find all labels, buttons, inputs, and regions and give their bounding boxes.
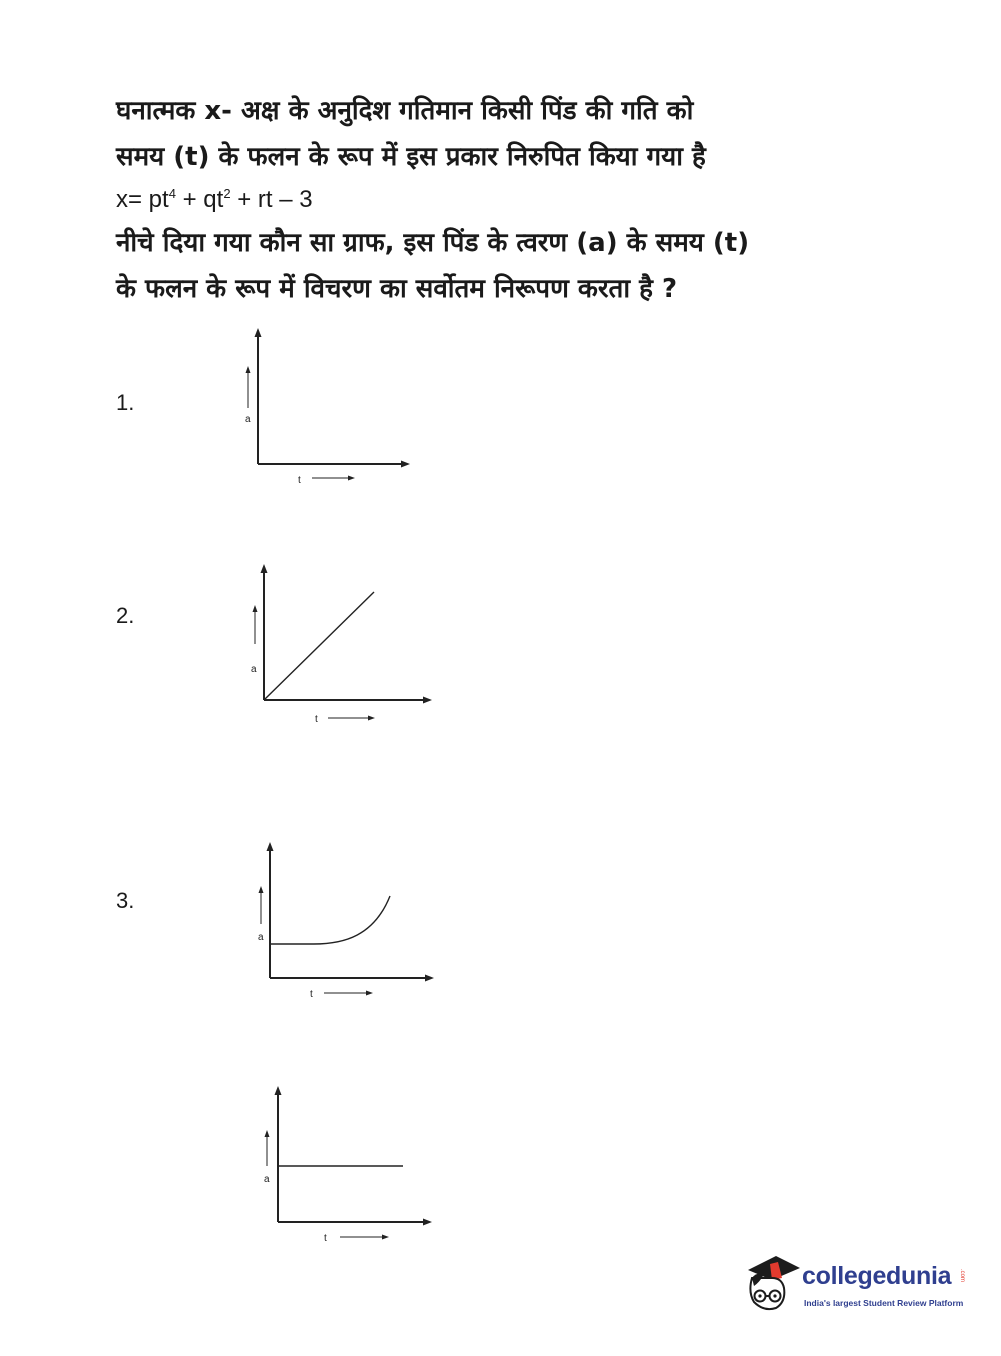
option-1-graph[interactable]	[236, 326, 416, 491]
x-axis-arrowhead	[423, 1219, 432, 1226]
option-2-number: 2.	[116, 603, 135, 628]
logo-dotcom: .com	[959, 1269, 965, 1283]
logo-wordmark: collegedunia	[802, 1262, 952, 1290]
option-3-graph[interactable]	[248, 840, 448, 1005]
a-direction-arrowhead	[265, 1130, 270, 1137]
option-2-graph-svg	[242, 562, 442, 727]
x-axis-label: t	[298, 475, 301, 486]
a-direction-arrowhead	[259, 886, 264, 893]
y-axis-arrowhead	[267, 842, 274, 851]
x-axis-label: t	[324, 1233, 327, 1244]
x-axis-label: t	[310, 989, 313, 1000]
y-axis-arrowhead	[255, 328, 262, 337]
question-text	[116, 88, 876, 312]
option-3-graph-svg	[248, 840, 448, 1005]
a-direction-arrowhead	[246, 366, 251, 373]
a-direction-arrowhead	[253, 605, 258, 612]
question-line-1: घनात्मक x- अक्ष के अनुदिश गतिमान किसी पिंड की गति को	[116, 96, 694, 126]
option-1-graph-svg	[236, 326, 416, 491]
option-3-number: 3.	[116, 888, 135, 913]
position-equation: $x= pt^4 + qt^2$ + rt – 3	[116, 186, 313, 213]
t-direction-arrowhead	[368, 716, 375, 721]
question-line-2: समय (t) के फलन के रूप में इस प्रकार निरुपित किया गया है	[116, 142, 706, 172]
x-axis-arrowhead	[423, 697, 432, 704]
y-axis-arrowhead	[275, 1086, 282, 1095]
y-axis-arrowhead	[261, 564, 268, 573]
y-axis-label: a	[264, 1174, 270, 1185]
acceleration-curve	[264, 592, 374, 700]
acceleration-curve	[270, 896, 390, 944]
option-4-graph[interactable]	[256, 1084, 446, 1249]
y-axis-label: a	[251, 664, 257, 675]
collegedunia-logo[interactable]	[742, 1250, 972, 1320]
student-mascot-icon	[742, 1252, 800, 1318]
x-axis-arrowhead	[401, 461, 410, 468]
x-axis-label: t	[315, 714, 318, 725]
x-axis-arrowhead	[425, 975, 434, 982]
t-direction-arrowhead	[348, 476, 355, 481]
t-direction-arrowhead	[366, 991, 373, 996]
y-axis-label: a	[245, 414, 251, 425]
option-2-graph[interactable]	[242, 562, 442, 727]
question-line-5: के फलन के रूप में विचरण का सर्वोतम निरूपण करता है ?	[116, 274, 678, 304]
logo-tagline: India's largest Student Review Platform	[804, 1298, 964, 1308]
option-1-number: 1.	[116, 390, 135, 415]
option-4-graph-svg	[256, 1084, 446, 1249]
t-direction-arrowhead	[382, 1235, 389, 1240]
y-axis-label: a	[258, 932, 264, 943]
question-line-4: नीचे दिया गया कौन सा ग्राफ, इस पिंड के त्वरण (a) के समय (t)	[116, 228, 750, 258]
